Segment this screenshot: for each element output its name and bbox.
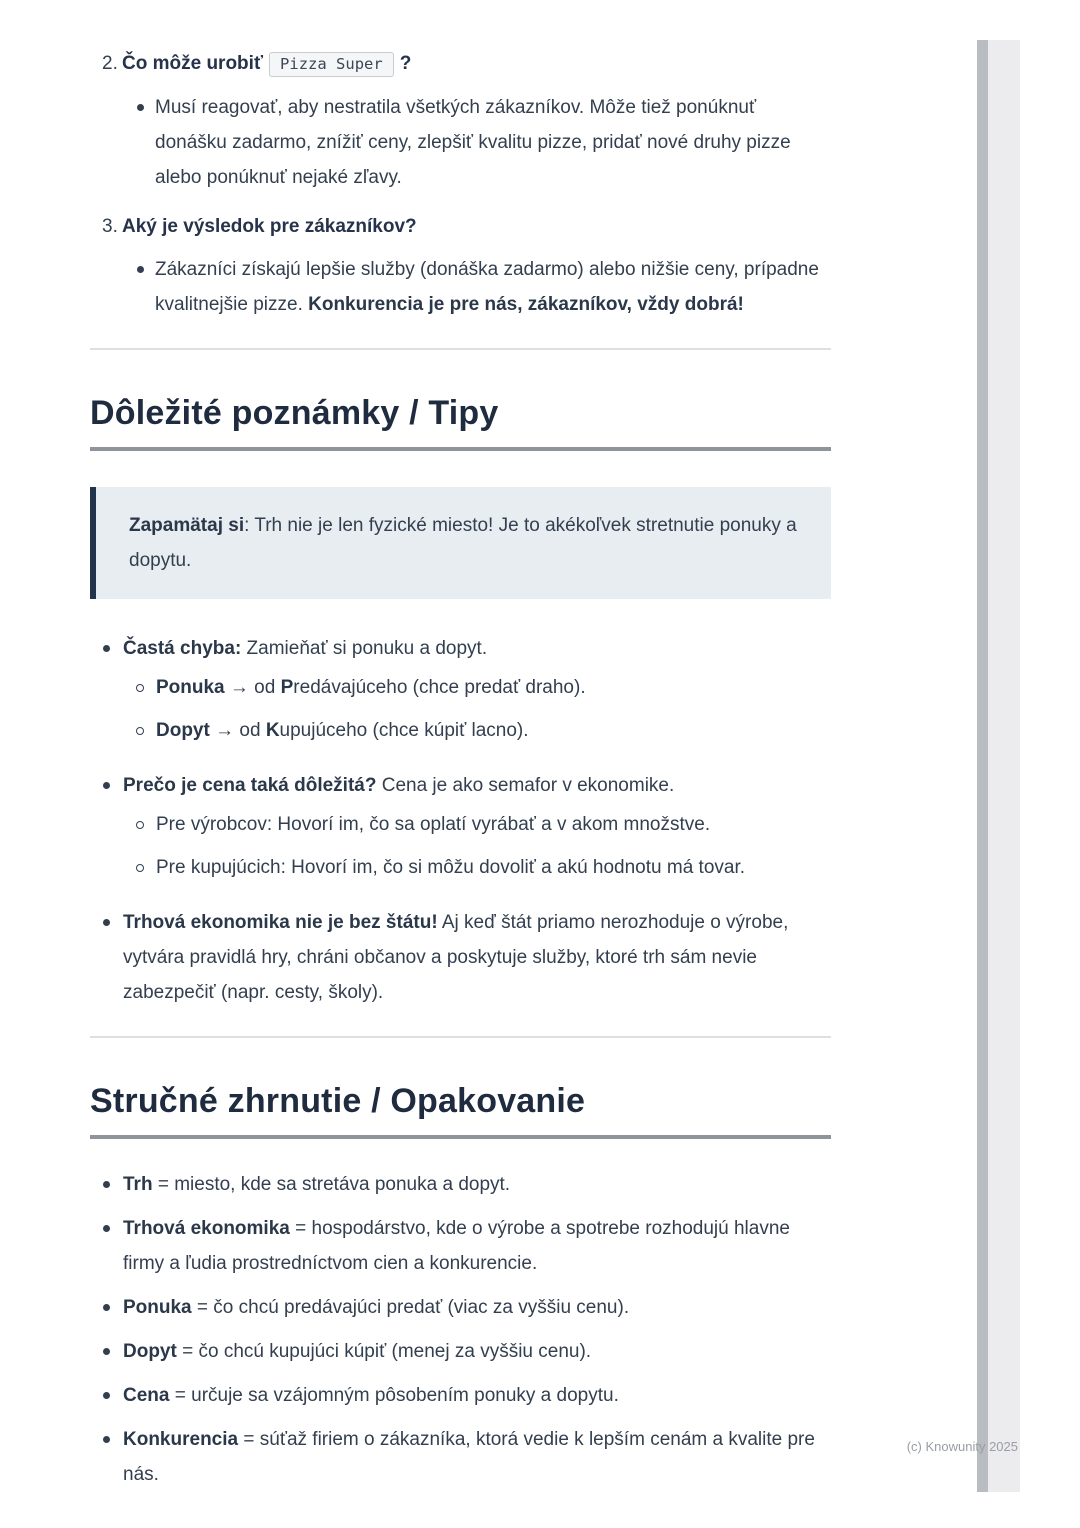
summary-term: Konkurencia — [123, 1429, 239, 1450]
bullet-marker — [137, 252, 155, 322]
sub-item-text — [156, 670, 831, 705]
arrow-text: → od — [224, 677, 281, 698]
summary-def: = čo chcú predávajúci predať (viac za vyššiu cenu). — [191, 1297, 630, 1318]
answer-normal: Zákazníci získajú lepšie služby (donáška zadarmo) alebo nižšie ceny, prípadne kvalitnejšie pizze. — [155, 259, 819, 315]
summary-item-cena — [90, 1378, 831, 1413]
bullet-dot-icon — [103, 1348, 110, 1355]
term-initial: K — [265, 720, 280, 741]
copyright-text: (c) Knowunity 2025 — [906, 1439, 1018, 1454]
tips-item-rest: Cena je ako semafor v ekonomike. — [376, 775, 675, 796]
callout-text — [129, 508, 801, 578]
question-line — [122, 46, 831, 82]
bullet-circle-icon — [136, 821, 144, 829]
notes-content — [90, 46, 831, 1501]
answer-list — [122, 252, 831, 322]
numbered-item-3 — [90, 209, 831, 322]
tips-section — [90, 392, 831, 1010]
sub-item-text: Pre kupujúcich: Hovorí im, čo si môžu dovoliť a akú hodnotu má tovar. — [156, 857, 746, 878]
summary-item-trh — [90, 1167, 831, 1202]
bullet-marker — [103, 768, 123, 893]
answer-item — [122, 90, 831, 195]
numbered-item-2 — [90, 46, 831, 195]
scrollbar — [977, 40, 1020, 1492]
answer-text — [155, 252, 831, 322]
arrow-text: → od — [209, 720, 266, 741]
tips-item-body — [123, 768, 831, 893]
question-text: Čo môže urobiť — [122, 53, 264, 74]
bullet-dot-icon — [103, 1225, 110, 1232]
bullet-dot-icon — [103, 1392, 110, 1399]
tips-item-text — [123, 905, 831, 1010]
tips-heading: Dôležité poznámky / Tipy — [90, 394, 499, 432]
qa-section — [90, 46, 831, 322]
tips-item-text — [123, 631, 831, 666]
bullet-dot-icon — [103, 1436, 110, 1443]
bullet-dot-icon — [137, 104, 144, 111]
scrollbar-thumb[interactable] — [977, 40, 988, 1492]
bullet-dot-icon — [137, 266, 144, 273]
answer-list — [122, 90, 831, 195]
summary-term: Cena — [123, 1385, 170, 1406]
tips-item-rest: Zamieňať si ponuku a dopyt. — [241, 638, 488, 659]
summary-item-dopyt — [90, 1334, 831, 1369]
question-text: Aký je výsledok pre zákazníkov? — [122, 216, 417, 237]
section-divider — [90, 1036, 831, 1038]
section-divider — [90, 348, 831, 350]
question-line — [122, 209, 831, 244]
item-number: 3. — [102, 216, 118, 237]
callout-rest: : Trh nie je len fyzické miesto! Je to akékoľvek stretnutie ponuky a dopytu. — [129, 515, 797, 571]
bullet-marker — [103, 1334, 123, 1369]
bullet-circle-icon — [136, 727, 144, 735]
summary-def: = čo chcú kupujúci kúpiť (menej za vyššiu cenu). — [176, 1341, 592, 1362]
bullet-circle-icon — [136, 684, 144, 692]
rest-text: upujúceho (chce kúpiť lacno). — [279, 720, 529, 741]
bullet-marker — [136, 713, 156, 748]
scrollbar-track[interactable] — [988, 40, 1020, 1492]
answer-text: Musí reagovať, aby nestratila všetkých zákazníkov. Môže tiež ponúknuť donášku zadarmo, znížiť ceny, zlepšiť kvalitu pizze, pridať nové druhy pizze alebo ponúknuť nejaké zľavy. — [155, 97, 791, 188]
summary-heading: Stručné zhrnutie / Opakovanie — [90, 1082, 586, 1120]
answer-emphasis: Konkurencia je pre nás, zákazníkov, vždy dobrá! — [308, 294, 744, 315]
callout-box — [90, 487, 831, 599]
sub-item-text — [156, 713, 831, 748]
summary-list — [90, 1167, 831, 1492]
sub-item-producers — [123, 807, 831, 842]
bullet-marker — [136, 807, 156, 842]
bullet-dot-icon — [103, 919, 110, 926]
item-body — [122, 46, 831, 195]
tips-item-text — [123, 768, 831, 803]
sub-item-text: Pre výrobcov: Hovorí im, čo sa oplatí vyrábať a v akom množstve. — [156, 814, 711, 835]
summary-def: = hospodárstvo, kde o výrobe a spotrebe rozhodujú hlavne firmy a ľudia prostredníctvom cien a konkurencie. — [123, 1218, 790, 1274]
summary-item-text — [123, 1211, 831, 1281]
bullet-marker — [103, 1378, 123, 1413]
question-mark: ? — [399, 53, 412, 74]
tips-item-price — [90, 768, 831, 893]
sub-item-dopyt — [123, 713, 831, 748]
summary-item-text — [123, 1290, 831, 1325]
tips-item-lead: Trhová ekonomika nie je bez štátu! — [123, 912, 438, 933]
bullet-dot-icon — [103, 782, 110, 789]
bullet-marker — [103, 1422, 123, 1492]
summary-def: = súťaž firiem o zákazníka, ktorá vedie k lepším cenám a kvalite pre nás. — [123, 1429, 815, 1485]
sub-list — [123, 807, 831, 885]
tips-item-lead: Častá chyba: — [123, 638, 242, 659]
bullet-dot-icon — [103, 1304, 110, 1311]
sub-item-buyers — [123, 850, 831, 885]
bullet-dot-icon — [103, 1181, 110, 1188]
bullet-marker — [103, 631, 123, 756]
summary-item-text — [123, 1334, 831, 1369]
tips-item-body — [123, 631, 831, 756]
summary-item-text — [123, 1167, 831, 1202]
bullet-marker — [103, 905, 123, 1010]
summary-def: = určuje sa vzájomným pôsobením ponuky a dopytu. — [169, 1385, 619, 1406]
bullet-marker — [136, 850, 156, 885]
rest-text: redávajúceho (chce predať draho). — [293, 677, 586, 698]
term: Ponuka — [156, 677, 225, 698]
sub-list — [123, 670, 831, 748]
summary-item-konkurencia — [90, 1422, 831, 1492]
item-number: 2. — [102, 53, 118, 74]
inline-code-chip: Pizza Super — [269, 52, 394, 77]
bullet-marker — [136, 670, 156, 705]
summary-term: Dopyt — [123, 1341, 177, 1362]
summary-term: Ponuka — [123, 1297, 192, 1318]
tips-item-lead: Prečo je cena taká dôležitá? — [123, 775, 377, 796]
term: Dopyt — [156, 720, 210, 741]
tips-list — [90, 631, 831, 1010]
term-initial: P — [280, 677, 294, 698]
summary-term: Trhová ekonomika — [123, 1218, 290, 1239]
bullet-marker — [103, 1290, 123, 1325]
heading-rule — [90, 447, 831, 451]
tips-item-rest: Aj keď štát priamo nerozhoduje o výrobe, vytvára pravidlá hry, chráni občanov a poskytuje služby, ktoré trh sám nevie zabezpečiť (napr. cesty, školy). — [123, 912, 789, 1003]
bullet-dot-icon — [103, 645, 110, 652]
bullet-circle-icon — [136, 864, 144, 872]
summary-item-text — [123, 1378, 831, 1413]
item-body — [122, 209, 831, 322]
bullet-marker — [103, 1167, 123, 1202]
tips-item-state — [90, 905, 831, 1010]
callout-lead: Zapamätaj si — [129, 515, 245, 536]
heading-rule — [90, 1135, 831, 1139]
sub-item-ponuka — [123, 670, 831, 705]
tips-item-common-mistake — [90, 631, 831, 756]
summary-term: Trh — [123, 1174, 153, 1195]
summary-section — [90, 1080, 831, 1492]
answer-item — [122, 252, 831, 322]
summary-item-ponuka — [90, 1290, 831, 1325]
bullet-marker — [103, 1211, 123, 1281]
summary-item-text — [123, 1422, 831, 1492]
summary-def: = miesto, kde sa stretáva ponuka a dopyt. — [152, 1174, 511, 1195]
summary-item-trhova-ekonomika — [90, 1211, 831, 1281]
bullet-marker — [137, 90, 155, 195]
